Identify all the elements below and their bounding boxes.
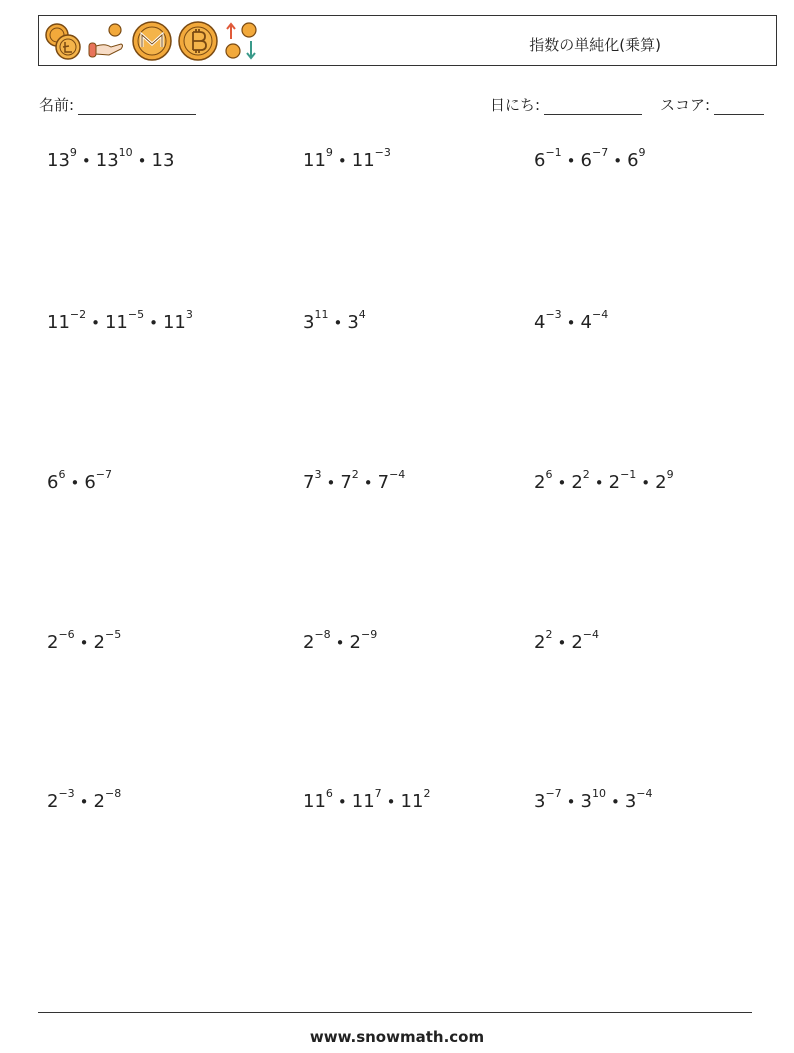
term-base: 13 (47, 150, 70, 171)
multiply-dot: • (613, 152, 623, 170)
multiply-dot: • (70, 474, 80, 492)
term-exponent: 6 (58, 468, 66, 481)
term-base: 11 (47, 312, 70, 333)
term-exponent: −5 (104, 628, 122, 641)
term-exponent: −6 (58, 628, 75, 641)
multiply-dot: • (557, 474, 567, 492)
multiply-dot: • (363, 474, 373, 492)
header-box (38, 15, 777, 66)
term-base: 2 (303, 632, 315, 653)
problem-12 (534, 628, 599, 653)
term-base: 7 (303, 472, 315, 493)
multiply-dot: • (91, 314, 100, 332)
term-exponent: 2 (582, 468, 590, 481)
term-base: 11 (303, 791, 326, 812)
term-exponent: 4 (358, 308, 366, 321)
term-base: 2 (47, 632, 59, 653)
multiply-dot: • (594, 474, 604, 492)
multiply-dot: • (335, 634, 345, 652)
problem-1 (47, 146, 175, 171)
problem-2 (303, 146, 391, 171)
term-exponent: 9 (638, 146, 646, 159)
term-base: 3 (347, 312, 359, 333)
term-exponent: −5 (127, 308, 145, 321)
problem-6 (534, 308, 609, 333)
name-label: 名前: (39, 96, 75, 114)
term-base: 11 (303, 150, 326, 171)
term-exponent: 2 (423, 787, 431, 800)
footer-divider (38, 1012, 752, 1013)
term-base: 11 (400, 791, 424, 812)
term-base: 3 (624, 791, 637, 812)
multiply-dot: • (566, 152, 576, 170)
term-exponent: 3 (185, 308, 193, 321)
term-base: 2 (534, 472, 546, 493)
term-exponent: −7 (545, 787, 562, 800)
bitcoin-coin-icon (177, 20, 219, 62)
term-base: 6 (84, 472, 96, 493)
problem-9 (534, 468, 674, 493)
term-exponent: −8 (314, 628, 331, 641)
term-exponent: −4 (636, 787, 653, 800)
date-label: 日にち: (490, 96, 541, 114)
term-base: 6 (627, 150, 639, 171)
coins-icon (43, 21, 83, 61)
name-blank[interactable] (78, 99, 196, 115)
term-base: 2 (349, 632, 361, 653)
term-exponent: 2 (351, 468, 359, 481)
term-base: 4 (534, 312, 546, 333)
multiply-dot: • (566, 793, 576, 811)
problem-5 (303, 308, 366, 333)
term-exponent: −7 (591, 146, 609, 159)
term-exponent: −8 (104, 787, 122, 800)
term-base: 2 (608, 472, 621, 493)
term-exponent: 9 (666, 468, 674, 481)
term-exponent: −4 (591, 308, 609, 321)
multiply-dot: • (337, 793, 347, 811)
problem-3 (534, 146, 646, 171)
multiply-dot: • (326, 474, 336, 492)
multiply-dot: • (337, 152, 347, 170)
term-base: 7 (340, 472, 352, 493)
multiply-dot: • (81, 152, 91, 170)
date-field[interactable] (490, 94, 642, 115)
problem-15 (534, 787, 653, 812)
term-exponent: −7 (95, 468, 112, 481)
term-base: 4 (580, 312, 592, 333)
problem-10 (47, 628, 122, 653)
term-exponent: −4 (582, 628, 599, 641)
term-exponent: 7 (374, 787, 382, 800)
term-base: 2 (571, 632, 583, 653)
footer-url: www.snowmath.com (309, 1028, 485, 1046)
name-field[interactable] (39, 94, 196, 115)
term-base: 3 (580, 791, 592, 812)
term-base: 11 (104, 312, 128, 333)
term-exponent: 9 (69, 146, 77, 159)
term-base: 6 (47, 472, 59, 493)
term-base: 2 (534, 632, 546, 653)
term-exponent: −3 (545, 308, 562, 321)
multiply-dot: • (137, 152, 147, 170)
term-base: 2 (655, 472, 667, 493)
multiply-dot: • (79, 634, 89, 652)
term-base: 3 (534, 791, 546, 812)
term-exponent: 9 (325, 146, 333, 159)
term-exponent: −1 (545, 146, 562, 159)
multiply-dot: • (79, 793, 89, 811)
term-exponent: 10 (591, 787, 606, 800)
term-exponent: −4 (389, 468, 406, 481)
term-base: 6 (580, 150, 592, 171)
term-exponent: 6 (545, 468, 553, 481)
problem-8 (303, 468, 406, 493)
problem-11 (303, 628, 378, 653)
term-base: 7 (377, 472, 390, 493)
score-blank[interactable] (714, 99, 764, 115)
term-base: 11 (351, 150, 375, 171)
term-exponent: 11 (314, 308, 329, 321)
multiply-dot: • (149, 314, 158, 332)
term-exponent: 3 (314, 468, 322, 481)
problem-4 (47, 308, 193, 333)
term-exponent: −3 (374, 146, 391, 159)
multiply-dot: • (333, 314, 343, 332)
term-base: 2 (93, 791, 105, 812)
header-icons (43, 20, 263, 62)
term-exponent: −3 (58, 787, 75, 800)
multiply-dot: • (641, 474, 651, 492)
multiply-dot: • (610, 793, 620, 811)
term-exponent: 2 (545, 628, 553, 641)
term-base: 2 (571, 472, 583, 493)
multiply-dot: • (557, 634, 567, 652)
score-field[interactable] (660, 94, 764, 115)
problem-14 (303, 787, 431, 812)
term-exponent: 10 (118, 146, 133, 159)
term-base: 6 (534, 150, 546, 171)
multiply-dot: • (386, 793, 396, 811)
term-exponent: −9 (360, 628, 378, 641)
term-exponent: 6 (325, 787, 333, 800)
exchange-coin-icon (223, 21, 263, 61)
term-base: 13 (151, 150, 175, 171)
term-exponent: −2 (69, 308, 87, 321)
term-base: 13 (95, 150, 119, 171)
term-base: 3 (303, 312, 315, 333)
term-base: 2 (47, 791, 59, 812)
term-base: 2 (93, 632, 105, 653)
term-base: 11 (162, 312, 186, 333)
problem-13 (47, 787, 122, 812)
date-blank[interactable] (544, 99, 642, 115)
term-base: 11 (351, 791, 375, 812)
multiply-dot: • (566, 314, 576, 332)
worksheet-title: 指数の単純化(乗算) (529, 36, 661, 54)
problem-7 (47, 468, 112, 493)
monero-coin-icon (131, 20, 173, 62)
term-exponent: −1 (620, 468, 637, 481)
hand-coin-icon (87, 21, 127, 61)
score-label: スコア: (660, 96, 711, 114)
